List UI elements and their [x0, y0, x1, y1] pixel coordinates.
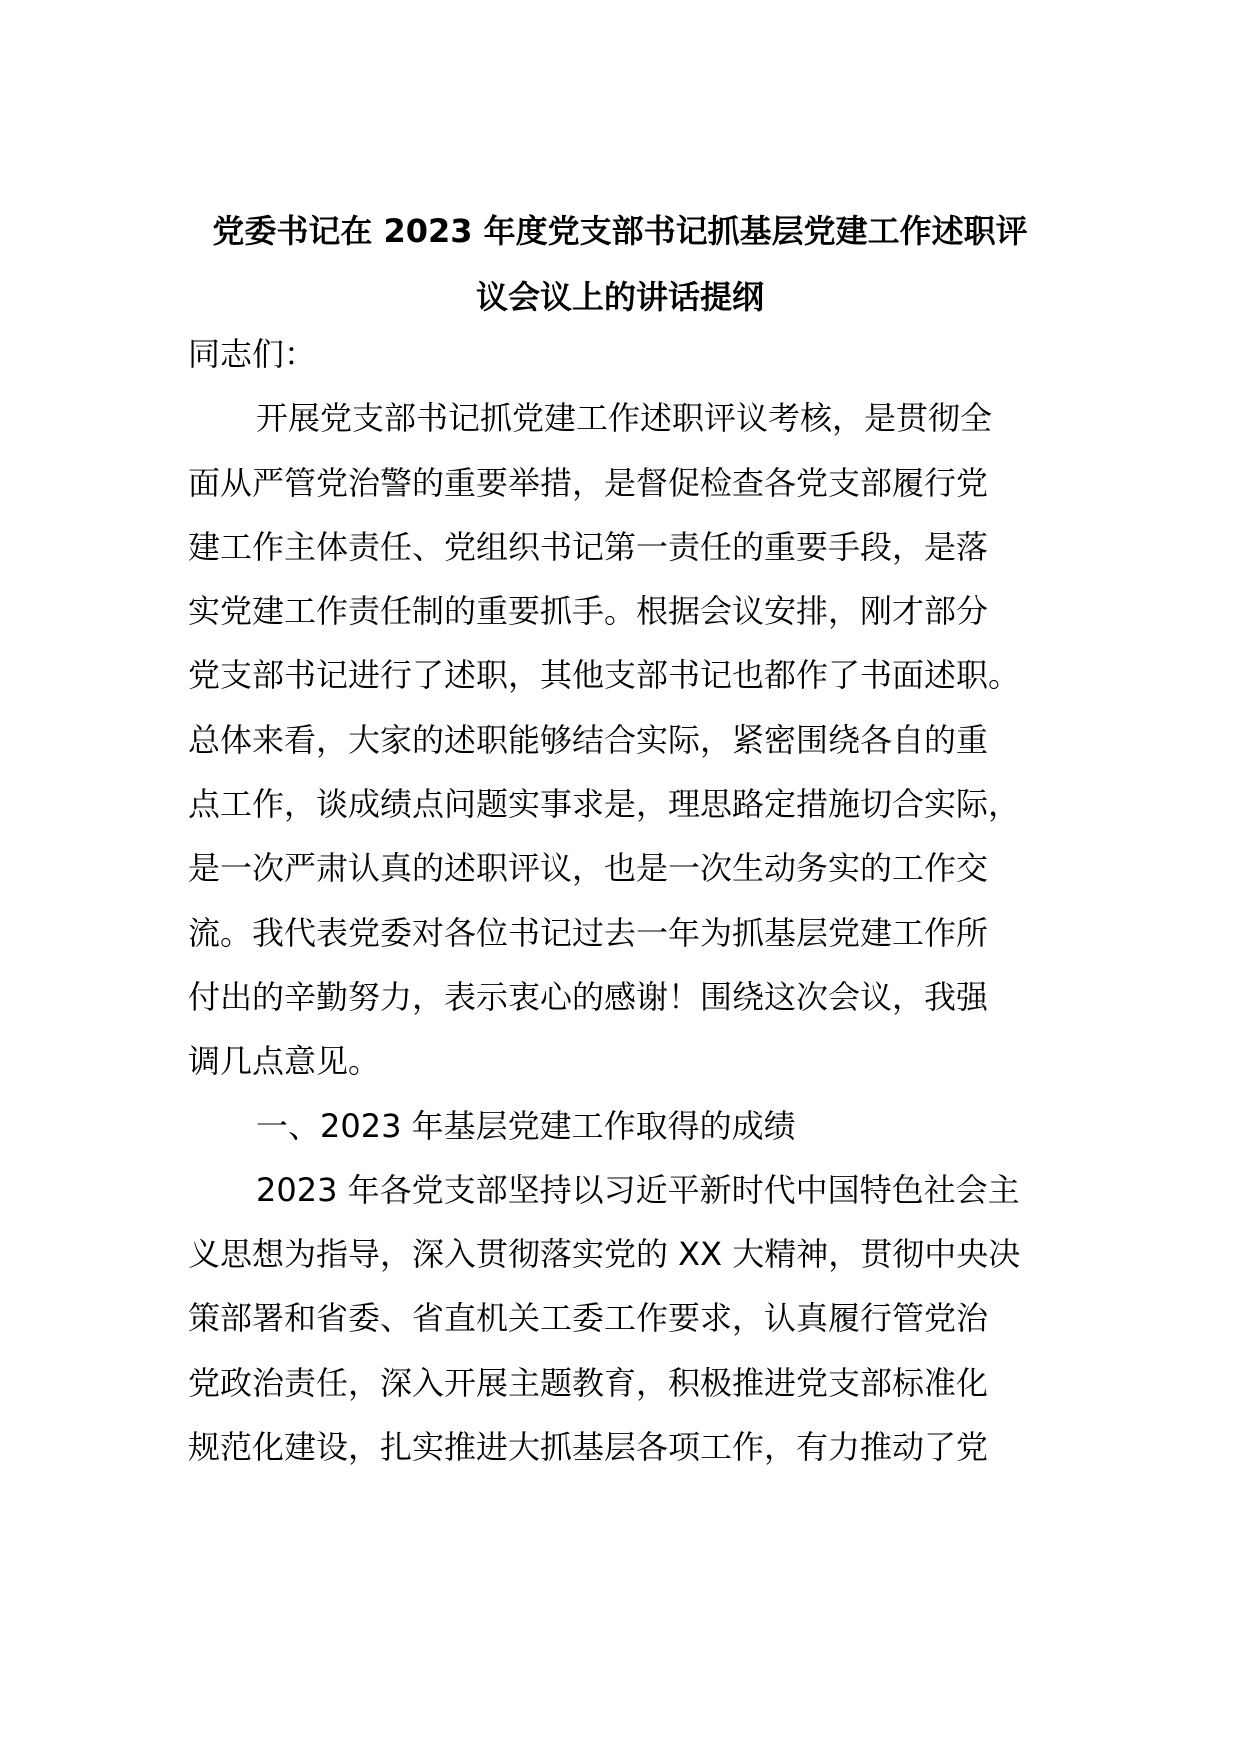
paragraph-line: 党政治责任，深入开展主题教育，积极推进党支部标准化 — [188, 1363, 989, 1402]
paragraph-line: 总体来看，大家的述职能够结合实际，紧密围绕各自的重 — [188, 720, 989, 759]
document-body — [188, 322, 1068, 1479]
paragraph-line: 点工作，谈成绩点问题实事求是，理思路定措施切合实际， — [188, 785, 1021, 824]
paragraph-line: 面从严管党治警的重要举措，是督促检查各党支部履行党 — [188, 463, 989, 502]
paragraph-line: 2023 年各党支部坚持以习近平新时代中国特色社会主 — [256, 1170, 1020, 1209]
paragraph-line: 实党建工作责任制的重要抓手。根据会议安排，刚才部分 — [188, 592, 989, 631]
salutation: 同志们： — [188, 335, 317, 373]
paragraph-line: 规范化建设，扎实推进大抓基层各项工作，有力推动了党 — [188, 1428, 989, 1467]
paragraph-line: 调几点意见。 — [188, 1042, 381, 1081]
title-line: 党委书记在 2023 年度党支部书记抓基层党建工作述职评 — [212, 212, 1028, 250]
document-title — [188, 198, 1052, 330]
paragraph-line: 流。我代表党委对各位书记过去一年为抓基层党建工作所 — [188, 913, 989, 952]
paragraph-line: 付出的辛勤努力，表示衷心的感谢！围绕这次会议，我强 — [188, 977, 989, 1016]
paragraph-line: 是一次严肃认真的述职评议，也是一次生动务实的工作交 — [188, 849, 989, 888]
paragraph-line: 党支部书记进行了述职，其他支部书记也都作了书面述职。 — [188, 656, 1021, 695]
paragraph-line: 策部署和省委、省直机关工委工作要求，认真履行管党治 — [188, 1299, 989, 1338]
paragraph-line: 开展党支部书记抓党建工作述职评议考核，是贯彻全 — [256, 399, 993, 438]
section-heading: 一、2023 年基层党建工作取得的成绩 — [256, 1106, 796, 1145]
paragraph-line: 义思想为指导，深入贯彻落实党的 XX 大精神，贯彻中央决 — [188, 1235, 1021, 1274]
title-line: 议会议上的讲话提纲 — [475, 278, 764, 316]
paragraph-line: 建工作主体责任、党组织书记第一责任的重要手段，是落 — [188, 527, 989, 566]
